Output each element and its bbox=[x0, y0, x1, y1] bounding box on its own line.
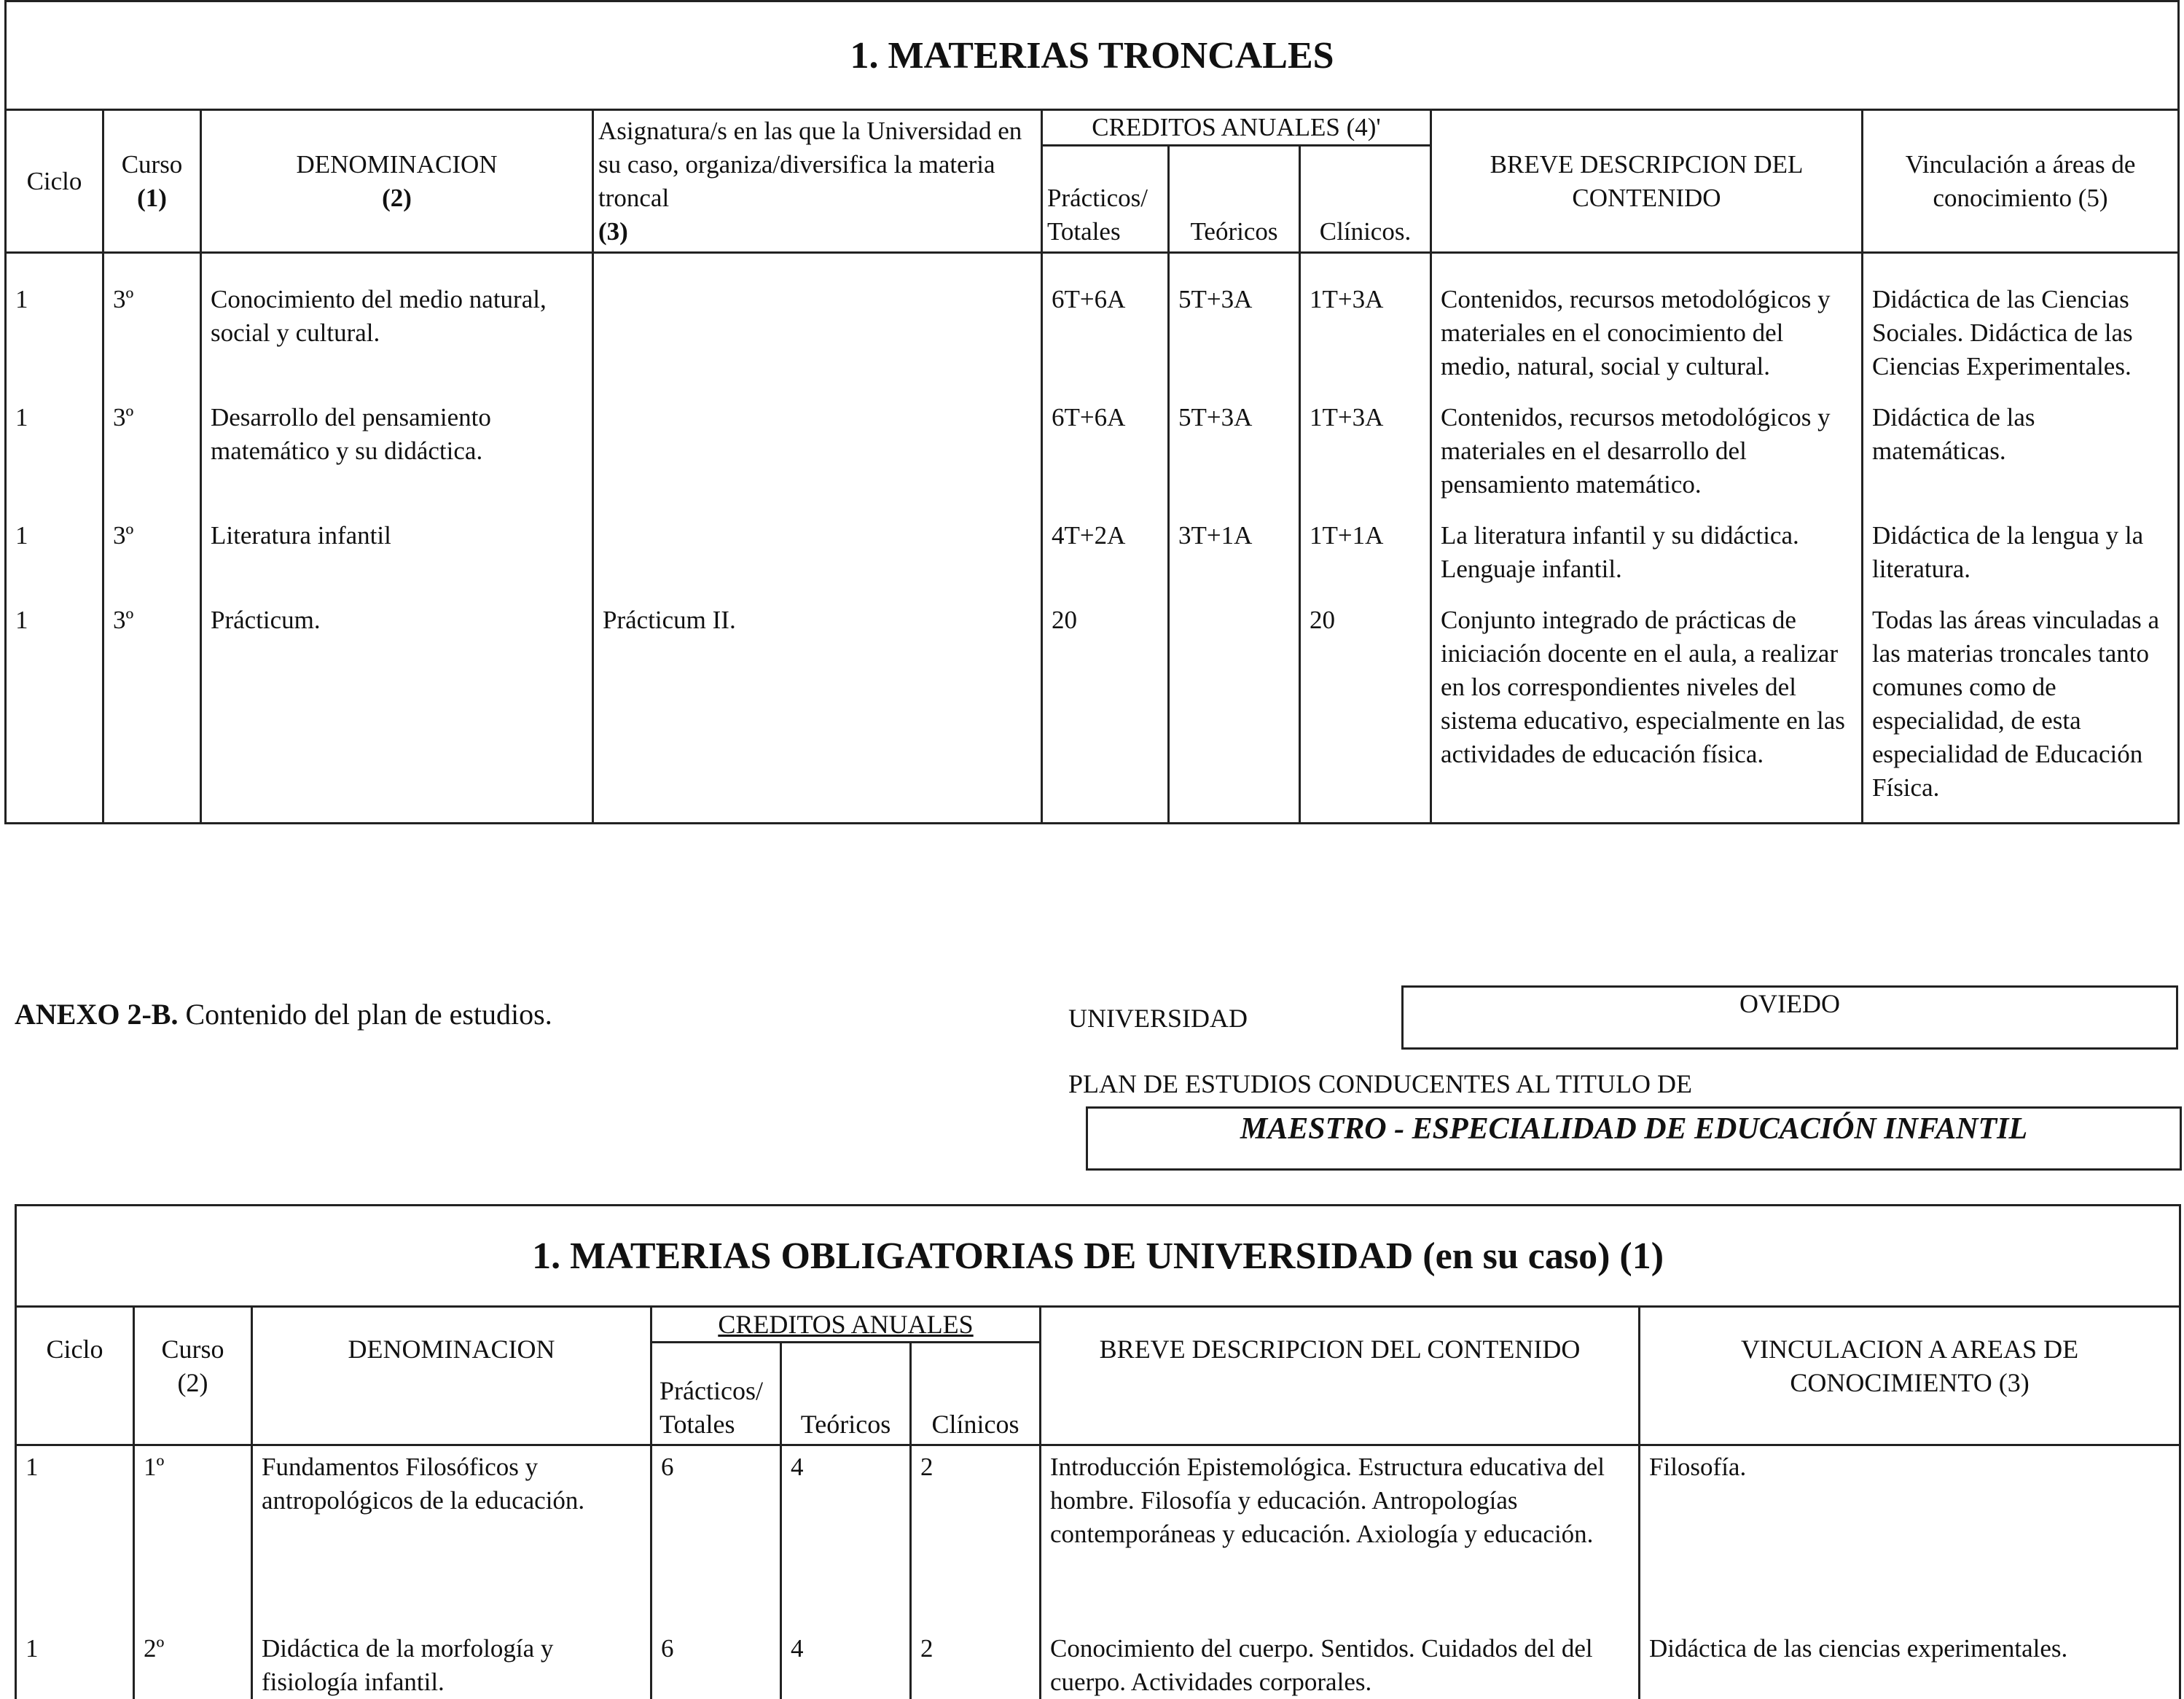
obligatorias-title: 1. MATERIAS OBLIGATORIAS DE UNIVERSIDAD (en su caso) (1) bbox=[16, 1206, 2180, 1307]
cell-totales: 4T+2A bbox=[1042, 501, 1169, 586]
cell-clinicos: 2 bbox=[911, 1445, 1041, 1607]
cell-ciclo: 1 bbox=[16, 1607, 134, 1699]
cell-asignatura: Prácticum II. bbox=[593, 586, 1042, 824]
cell-vinculacion: Didáctica de las Ciencias Sociales. Didáctica de las Ciencias Experimentales. bbox=[1863, 253, 2179, 384]
header-denominacion: DENOMINACION (2) bbox=[201, 110, 593, 253]
cell-denominacion: Desarrollo del pensamiento matemático y su didáctica. bbox=[201, 383, 593, 501]
cell-curso: 3º bbox=[103, 253, 201, 384]
cell-denominacion: Didáctica de la morfología y fisiología infantil. bbox=[252, 1607, 651, 1699]
cell-ciclo: 1 bbox=[16, 1445, 134, 1607]
table-row bbox=[16, 1445, 2180, 1607]
header-curso: Curso (2) bbox=[134, 1307, 252, 1445]
header-descripcion: BREVE DESCRIPCION DEL CONTENIDO bbox=[1041, 1307, 1640, 1445]
cell-denominacion: Prácticum. bbox=[201, 586, 593, 824]
cell-denominacion: Conocimiento del medio natural, social y cultural. bbox=[201, 253, 593, 384]
header-teoricos: Teóricos bbox=[1169, 146, 1300, 253]
header-practicos-totales: Prácticos/ Totales bbox=[1042, 146, 1169, 253]
cell-descripcion: La literatura infantil y su didáctica. Lenguaje infantil. bbox=[1431, 501, 1863, 586]
cell-asignatura bbox=[593, 383, 1042, 501]
annex-label-bold: ANEXO 2-B. bbox=[15, 998, 179, 1031]
table-row bbox=[6, 383, 2179, 501]
cell-ciclo: 1 bbox=[6, 383, 103, 501]
plan-value: MAESTRO - ESPECIALIDAD DE EDUCACIÓN INFANTIL bbox=[1086, 1106, 2182, 1171]
materias-troncales-table bbox=[4, 0, 2180, 824]
header-denominacion: DENOMINACION bbox=[252, 1307, 651, 1445]
cell-ciclo: 1 bbox=[6, 253, 103, 384]
header-teoricos: Teóricos bbox=[781, 1343, 911, 1445]
cell-totales: 6T+6A bbox=[1042, 253, 1169, 384]
cell-asignatura bbox=[593, 501, 1042, 586]
annex-label-text: Contenido del plan de estudios. bbox=[185, 998, 552, 1031]
cell-descripcion: Contenidos, recursos metodológicos y materiales en el desarrollo del pensamiento matemático. bbox=[1431, 383, 1863, 501]
cell-descripcion: Contenidos, recursos metodológicos y materiales en el conocimiento del medio, natural, social y cultural. bbox=[1431, 253, 1863, 384]
cell-curso: 3º bbox=[103, 383, 201, 501]
materias-obligatorias-table bbox=[15, 1204, 2181, 1699]
cell-clinicos: 20 bbox=[1300, 586, 1431, 824]
header-vinculacion: VINCULACION A AREAS DE CONOCIMIENTO (3) bbox=[1640, 1307, 2180, 1445]
cell-curso: 2º bbox=[134, 1607, 252, 1699]
cell-vinculacion: Didáctica de las matemáticas. bbox=[1863, 383, 2179, 501]
header-ciclo: Ciclo bbox=[6, 110, 103, 253]
cell-descripcion: Introducción Epistemológica. Estructura educativa del hombre. Filosofía y educación. Antropologías contemporáneas y educación. Axiología y educación. bbox=[1041, 1445, 1640, 1607]
cell-vinculacion: Todas las áreas vinculadas a las materias troncales tanto comunes como de especialidad, de esta especialidad de Educación Física. bbox=[1863, 586, 2179, 824]
cell-teoricos bbox=[1169, 586, 1300, 824]
cell-clinicos: 1T+3A bbox=[1300, 383, 1431, 501]
cell-ciclo: 1 bbox=[6, 501, 103, 586]
cell-curso: 3º bbox=[103, 586, 201, 824]
table-row bbox=[6, 586, 2179, 824]
header-clinicos: Clínicos bbox=[911, 1343, 1041, 1445]
cell-clinicos: 1T+3A bbox=[1300, 253, 1431, 384]
cell-totales: 6T+6A bbox=[1042, 383, 1169, 501]
header-ciclo: Ciclo bbox=[16, 1307, 134, 1445]
header-descripcion: BREVE DESCRIPCION DEL CONTENIDO bbox=[1431, 110, 1863, 253]
cell-vinculacion: Filosofía. bbox=[1640, 1445, 2180, 1607]
table-row bbox=[16, 1607, 2180, 1699]
cell-teoricos: 5T+3A bbox=[1169, 253, 1300, 384]
cell-totales: 6 bbox=[651, 1445, 781, 1607]
cell-teoricos: 5T+3A bbox=[1169, 383, 1300, 501]
cell-descripcion: Conocimiento del cuerpo. Sentidos. Cuidados del del cuerpo. Actividades corporales. bbox=[1041, 1607, 1640, 1699]
cell-clinicos: 1T+1A bbox=[1300, 501, 1431, 586]
cell-teoricos: 3T+1A bbox=[1169, 501, 1300, 586]
cell-denominacion: Fundamentos Filosóficos y antropológicos de la educación. bbox=[252, 1445, 651, 1607]
cell-descripcion: Conjunto integrado de prácticas de iniciación docente en el aula, a realizar en los correspondientes niveles del sistema educativo, especialmente en las actividades de educación física. bbox=[1431, 586, 1863, 824]
header-asignatura: Asignatura/s en las que la Universidad en su caso, organiza/diversifica la materia troncal (3) bbox=[593, 110, 1042, 253]
annex-label bbox=[15, 997, 552, 1031]
header-clinicos: Clínicos. bbox=[1300, 146, 1431, 253]
plan-label: PLAN DE ESTUDIOS CONDUCENTES AL TITULO DE bbox=[1068, 1069, 1692, 1098]
universidad-label: UNIVERSIDAD bbox=[1068, 1004, 1248, 1033]
cell-vinculacion: Didáctica de la lengua y la literatura. bbox=[1863, 501, 2179, 586]
cell-vinculacion: Didáctica de las ciencias experimentales. bbox=[1640, 1607, 2180, 1699]
cell-totales: 6 bbox=[651, 1607, 781, 1699]
cell-ciclo: 1 bbox=[6, 586, 103, 824]
header-creditos-anuales: CREDITOS ANUALES (4)' bbox=[1042, 110, 1431, 146]
cell-totales: 20 bbox=[1042, 586, 1169, 824]
cell-denominacion: Literatura infantil bbox=[201, 501, 593, 586]
cell-teoricos: 4 bbox=[781, 1445, 911, 1607]
table-row bbox=[6, 501, 2179, 586]
table-row bbox=[6, 253, 2179, 384]
header-curso: Curso (1) bbox=[103, 110, 201, 253]
header-vinculacion: Vinculación a áreas de conocimiento (5) bbox=[1863, 110, 2179, 253]
header-practicos-totales: Prácticos/ Totales bbox=[651, 1343, 781, 1445]
cell-asignatura bbox=[593, 253, 1042, 384]
cell-curso: 1º bbox=[134, 1445, 252, 1607]
header-creditos-anuales: CREDITOS ANUALES bbox=[651, 1307, 1041, 1343]
cell-teoricos: 4 bbox=[781, 1607, 911, 1699]
cell-curso: 3º bbox=[103, 501, 201, 586]
cell-clinicos: 2 bbox=[911, 1607, 1041, 1699]
universidad-value: OVIEDO bbox=[1401, 985, 2178, 1050]
troncales-title: 1. MATERIAS TRONCALES bbox=[6, 1, 2179, 110]
